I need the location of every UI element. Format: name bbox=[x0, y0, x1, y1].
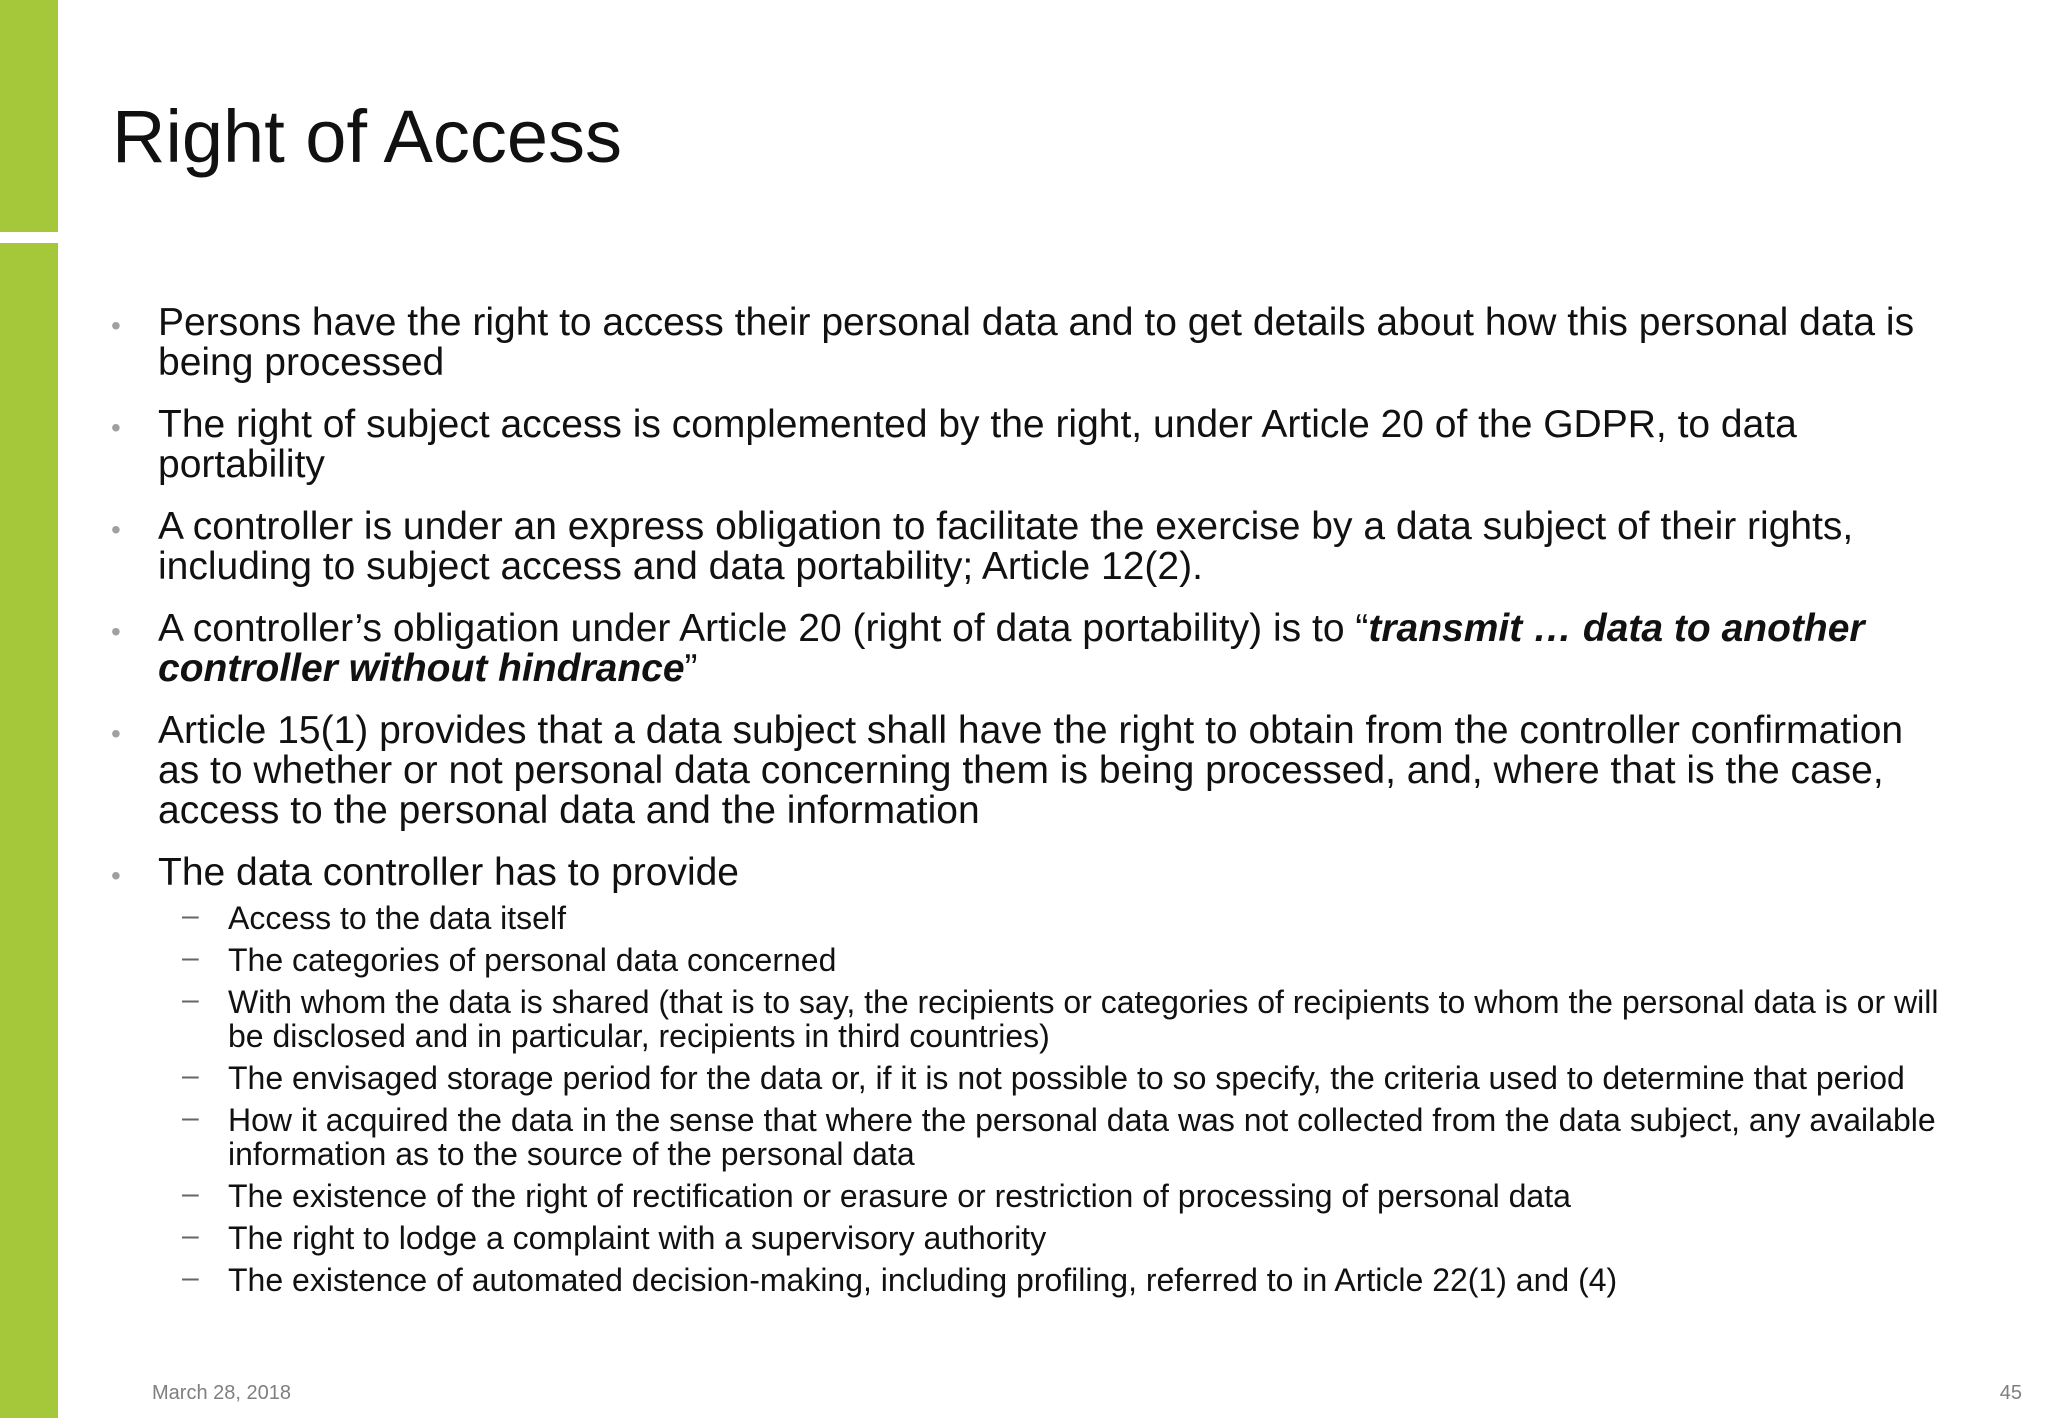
bullet-text: The data controller has to provide bbox=[158, 851, 740, 894]
accent-bar-top bbox=[0, 0, 58, 232]
bullet-text: The right of subject access is complemented by the right, under Article 20 of the GDPR, to data portability bbox=[158, 403, 1797, 486]
bullet-dot-icon: • bbox=[111, 616, 121, 647]
sub-list bbox=[158, 901, 1940, 1297]
bullet-item bbox=[110, 711, 1940, 831]
bullet-item bbox=[110, 609, 1940, 689]
bullet-dot-icon: • bbox=[111, 514, 121, 545]
bullet-text: Article 15(1) provides that a data subject shall have the right to obtain from the controller confirmation as to whether or not personal data concerning them is being processed, and, where that is the case, access to the personal data and the information bbox=[158, 709, 1904, 832]
sub-item-text: The existence of automated decision-making, including profiling, referred to in Article 22(1) and (4) bbox=[228, 1262, 1618, 1298]
accent-bar-bottom bbox=[0, 243, 58, 1418]
sub-item-text: With whom the data is shared (that is to say, the recipients or categories of recipients to whom the personal data is or will be disclosed and in particular, recipients in third countries) bbox=[228, 984, 1939, 1054]
dash-icon: – bbox=[182, 1059, 199, 1092]
bullet-text-before: A controller’s obligation under Article 20 (right of data portability) is to “ bbox=[158, 607, 1369, 650]
bullet-item bbox=[110, 853, 1940, 1297]
bullet-dot-icon: • bbox=[111, 718, 121, 749]
page-number: 45 bbox=[1999, 1382, 2022, 1404]
sub-list-item bbox=[110, 1103, 1940, 1171]
sub-list-item bbox=[110, 1221, 1940, 1255]
bullet-text-after: ” bbox=[684, 647, 698, 690]
bullet-text: Persons have the right to access their personal data and to get details about how this personal data is being processed bbox=[158, 301, 1915, 384]
dash-icon: – bbox=[182, 1177, 199, 1210]
slide-title: Right of Access bbox=[112, 95, 623, 178]
sub-list-item bbox=[110, 901, 1940, 935]
sub-list-item bbox=[110, 943, 1940, 977]
sub-list-item bbox=[110, 1263, 1940, 1297]
sub-item-text: The existence of the right of rectification or erasure or restriction of processing of personal data bbox=[228, 1178, 1571, 1214]
dash-icon: – bbox=[182, 1261, 199, 1294]
bullet-dot-icon: • bbox=[111, 310, 121, 341]
sub-item-text: The categories of personal data concerned bbox=[228, 942, 837, 978]
dash-icon: – bbox=[182, 899, 199, 932]
sub-item-text: The envisaged storage period for the data or, if it is not possible to so specify, the criteria used to determine that period bbox=[228, 1060, 1905, 1096]
bullet-quote-emphasis: transmit … data to another controller without hindrance bbox=[158, 607, 1865, 690]
dash-icon: – bbox=[182, 1101, 199, 1134]
dash-icon: – bbox=[182, 1219, 199, 1252]
bullet-item bbox=[110, 303, 1940, 383]
dash-icon: – bbox=[182, 941, 199, 974]
slide-body bbox=[110, 303, 1940, 1319]
bullet-item bbox=[110, 405, 1940, 485]
bullet-item bbox=[110, 507, 1940, 587]
sub-list-item bbox=[110, 985, 1940, 1053]
sub-item-text: Access to the data itself bbox=[228, 900, 566, 936]
bullet-dot-icon: • bbox=[111, 412, 121, 443]
footer-date: March 28, 2018 bbox=[152, 1382, 291, 1404]
dash-icon: – bbox=[182, 983, 199, 1016]
sub-item-text: The right to lodge a complaint with a supervisory authority bbox=[228, 1220, 1047, 1256]
sub-list-item bbox=[110, 1061, 1940, 1095]
sub-list-item bbox=[110, 1179, 1940, 1213]
bullet-text: A controller is under an express obligation to facilitate the exercise by a data subject of their rights, including to subject access and data portability; Article 12(2). bbox=[158, 505, 1854, 588]
sub-item-text: How it acquired the data in the sense that where the personal data was not collected from the data subject, any available information as to the source of the personal data bbox=[228, 1102, 1936, 1172]
bullet-dot-icon: • bbox=[111, 860, 121, 891]
